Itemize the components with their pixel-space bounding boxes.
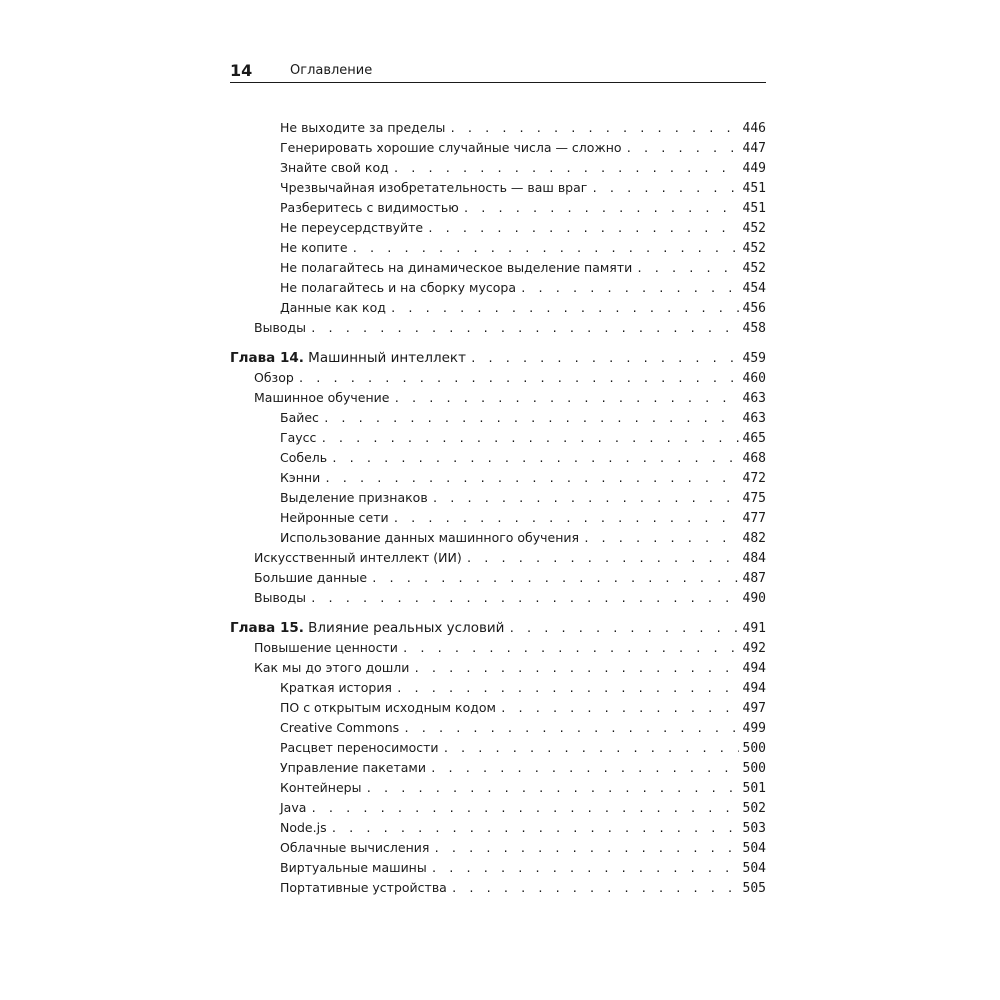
toc-chapter-entry[interactable]	[230, 618, 766, 638]
toc-page-number: 505	[742, 881, 766, 896]
toc-entry[interactable]	[230, 838, 766, 858]
toc-entry-title: Node.js	[280, 820, 327, 835]
toc-entry-title	[230, 348, 470, 368]
dot-leader	[463, 199, 739, 219]
toc-entry[interactable]	[230, 388, 766, 408]
dot-leader	[449, 119, 738, 139]
toc-page-number: 500	[742, 761, 766, 776]
toc-page-number: 504	[742, 861, 766, 876]
toc-entry[interactable]	[230, 698, 766, 718]
toc-entry[interactable]	[230, 138, 766, 158]
toc-entry-title: Генерировать хорошие случайные числа — сложно	[280, 140, 622, 155]
toc-entry-title: Не копите	[280, 240, 348, 255]
toc-page-number: 463	[742, 391, 766, 406]
toc-entry-title: Как мы до этого дошли	[254, 660, 410, 675]
dot-leader	[583, 529, 738, 549]
dot-leader	[352, 239, 739, 259]
toc-entry[interactable]	[230, 198, 766, 218]
toc-entry[interactable]	[230, 858, 766, 878]
dot-leader	[413, 659, 738, 679]
toc-page-number: 451	[742, 201, 766, 216]
toc-entry-title: Виртуальные машины	[280, 860, 427, 875]
toc-page-number: 482	[742, 531, 766, 546]
toc-entry[interactable]	[230, 408, 766, 428]
dot-leader	[626, 139, 739, 159]
dot-leader	[324, 469, 738, 489]
chapter-gap	[230, 338, 766, 348]
toc-entry[interactable]	[230, 718, 766, 738]
dot-leader	[323, 409, 739, 429]
dot-leader	[520, 279, 739, 299]
toc-page-number: 487	[742, 571, 766, 586]
toc-entry[interactable]	[230, 218, 766, 238]
toc-entry[interactable]	[230, 568, 766, 588]
toc-chapter-entry[interactable]	[230, 348, 766, 368]
chapter-title: Машинный интеллект	[308, 350, 466, 366]
toc-entry-title: Данные как код	[280, 300, 386, 315]
toc-entry-title: Обзор	[254, 370, 294, 385]
toc-entry-title: Разберитесь с видимостью	[280, 200, 459, 215]
toc-page-number: 456	[742, 301, 766, 316]
toc-page-number: 468	[742, 451, 766, 466]
toc-entry-title: Расцвет переносимости	[280, 740, 439, 755]
toc-page-number: 465	[742, 431, 766, 446]
toc-entry-title: Выделение признаков	[280, 490, 428, 505]
toc-entry[interactable]	[230, 278, 766, 298]
toc-entry-title: Краткая история	[280, 680, 392, 695]
dot-leader	[310, 319, 739, 339]
dot-leader	[470, 349, 739, 369]
toc-page-number: 497	[742, 701, 766, 716]
toc-page-number: 494	[742, 661, 766, 676]
toc-page-number: 491	[742, 621, 766, 636]
dot-leader	[430, 759, 739, 779]
table-of-contents	[230, 118, 766, 898]
toc-page-number: 472	[742, 471, 766, 486]
dot-leader	[427, 219, 738, 239]
toc-page-number: 490	[742, 591, 766, 606]
dot-leader	[500, 699, 739, 719]
page-header	[230, 58, 766, 83]
toc-entry-title: Знайте свой код	[280, 160, 389, 175]
toc-entry-title: Не выходите за пределы	[280, 120, 446, 135]
dot-leader	[310, 799, 738, 819]
toc-entry-title: Искусственный интеллект (ИИ)	[254, 550, 462, 565]
toc-page-number: 460	[742, 371, 766, 386]
dot-leader	[451, 879, 739, 899]
dot-leader	[390, 299, 739, 319]
dot-leader	[636, 259, 738, 279]
toc-entry[interactable]	[230, 488, 766, 508]
toc-entry[interactable]	[230, 238, 766, 258]
toc-entry[interactable]	[230, 318, 766, 338]
toc-entry-title: Не переусердствуйте	[280, 220, 424, 235]
dot-leader	[396, 679, 739, 699]
dot-leader	[331, 449, 738, 469]
toc-page-number: 484	[742, 551, 766, 566]
toc-entry-title: Нейронные сети	[280, 510, 389, 525]
toc-entry[interactable]	[230, 508, 766, 528]
toc-entry-title: Машинное обучение	[254, 390, 390, 405]
chapter-label: Глава 14.	[230, 350, 304, 366]
toc-page-number: 504	[742, 841, 766, 856]
toc-entry-title: Не полагайтесь на динамическое выделение памяти	[280, 260, 633, 275]
toc-page-number: 500	[742, 741, 766, 756]
toc-entry[interactable]	[230, 878, 766, 898]
dot-leader	[310, 589, 739, 609]
toc-entry-title: Чрезвычайная изобретательность — ваш враг	[280, 180, 588, 195]
toc-entry-title: Облачные вычисления	[280, 840, 430, 855]
dot-leader	[591, 179, 738, 199]
toc-entry-title: Гаусс	[280, 430, 317, 445]
toc-entry[interactable]	[230, 428, 766, 448]
chapter-gap	[230, 608, 766, 618]
toc-entry-title: ПО с открытым исходным кодом	[280, 700, 496, 715]
dot-leader	[320, 429, 738, 449]
toc-page-number: 494	[742, 681, 766, 696]
toc-entry[interactable]	[230, 298, 766, 318]
dot-leader	[443, 739, 739, 759]
dot-leader	[365, 779, 738, 799]
toc-page-number: 463	[742, 411, 766, 426]
toc-page-number: 475	[742, 491, 766, 506]
dot-leader	[371, 569, 739, 589]
dot-leader	[402, 639, 739, 659]
toc-entry[interactable]	[230, 468, 766, 488]
toc-entry[interactable]	[230, 258, 766, 278]
dot-leader	[393, 509, 739, 529]
toc-page-number: 452	[742, 241, 766, 256]
toc-entry[interactable]	[230, 758, 766, 778]
toc-page-number: 446	[742, 121, 766, 136]
toc-page-number: 459	[742, 351, 766, 366]
toc-page-number: 454	[742, 281, 766, 296]
dot-leader	[432, 489, 739, 509]
toc-entry-title: Выводы	[254, 590, 306, 605]
dot-leader	[298, 369, 739, 389]
toc-entry[interactable]	[230, 158, 766, 178]
toc-entry-title	[230, 618, 508, 638]
toc-entry-title: Выводы	[254, 320, 306, 335]
dot-leader	[431, 859, 739, 879]
toc-page-number: 477	[742, 511, 766, 526]
toc-page-number: 502	[742, 801, 766, 816]
toc-entry[interactable]	[230, 118, 766, 138]
toc-entry[interactable]	[230, 638, 766, 658]
dot-leader	[403, 719, 738, 739]
toc-entry[interactable]	[230, 738, 766, 758]
toc-entry-title: Java	[280, 800, 307, 815]
dot-leader	[508, 619, 738, 639]
toc-page-number: 447	[742, 141, 766, 156]
toc-entry-title: Большие данные	[254, 570, 368, 585]
toc-entry-title: Собель	[280, 450, 328, 465]
toc-entry[interactable]	[230, 448, 766, 468]
toc-entry[interactable]	[230, 658, 766, 678]
toc-entry-title: Использование данных машинного обучения	[280, 530, 580, 545]
toc-page-number: 452	[742, 221, 766, 236]
toc-page-number: 458	[742, 321, 766, 336]
toc-page-number: 449	[742, 161, 766, 176]
toc-page-number: 499	[742, 721, 766, 736]
toc-entry-title: Портативные устройства	[280, 880, 447, 895]
toc-entry-title: Кэнни	[280, 470, 321, 485]
toc-entry[interactable]	[230, 588, 766, 608]
toc-page-number: 452	[742, 261, 766, 276]
toc-entry[interactable]	[230, 798, 766, 818]
toc-entry-title: Байес	[280, 410, 319, 425]
toc-page-number: 501	[742, 781, 766, 796]
toc-page-number: 503	[742, 821, 766, 836]
header-title: Оглавление	[290, 63, 373, 78]
toc-entry-title: Не полагайтесь и на сборку мусора	[280, 280, 516, 295]
toc-page-number: 492	[742, 641, 766, 656]
toc-entry[interactable]	[230, 548, 766, 568]
toc-entry[interactable]	[230, 778, 766, 798]
toc-entry-title: Управление пакетами	[280, 760, 426, 775]
dot-leader	[331, 819, 739, 839]
toc-page-number: 451	[742, 181, 766, 196]
dot-leader	[433, 839, 738, 859]
chapter-label: Глава 15.	[230, 620, 304, 636]
toc-entry[interactable]	[230, 178, 766, 198]
toc-entry[interactable]	[230, 818, 766, 838]
page-number: 14	[230, 61, 253, 80]
dot-leader	[393, 159, 739, 179]
chapter-title: Влияние реальных условий	[308, 620, 505, 636]
toc-entry[interactable]	[230, 528, 766, 548]
dot-leader	[466, 549, 739, 569]
toc-entry[interactable]	[230, 678, 766, 698]
toc-entry-title: Контейнеры	[280, 780, 362, 795]
toc-entry-title: Creative Commons	[280, 720, 400, 735]
toc-entry-title: Повышение ценности	[254, 640, 398, 655]
toc-entry[interactable]	[230, 368, 766, 388]
dot-leader	[393, 389, 738, 409]
